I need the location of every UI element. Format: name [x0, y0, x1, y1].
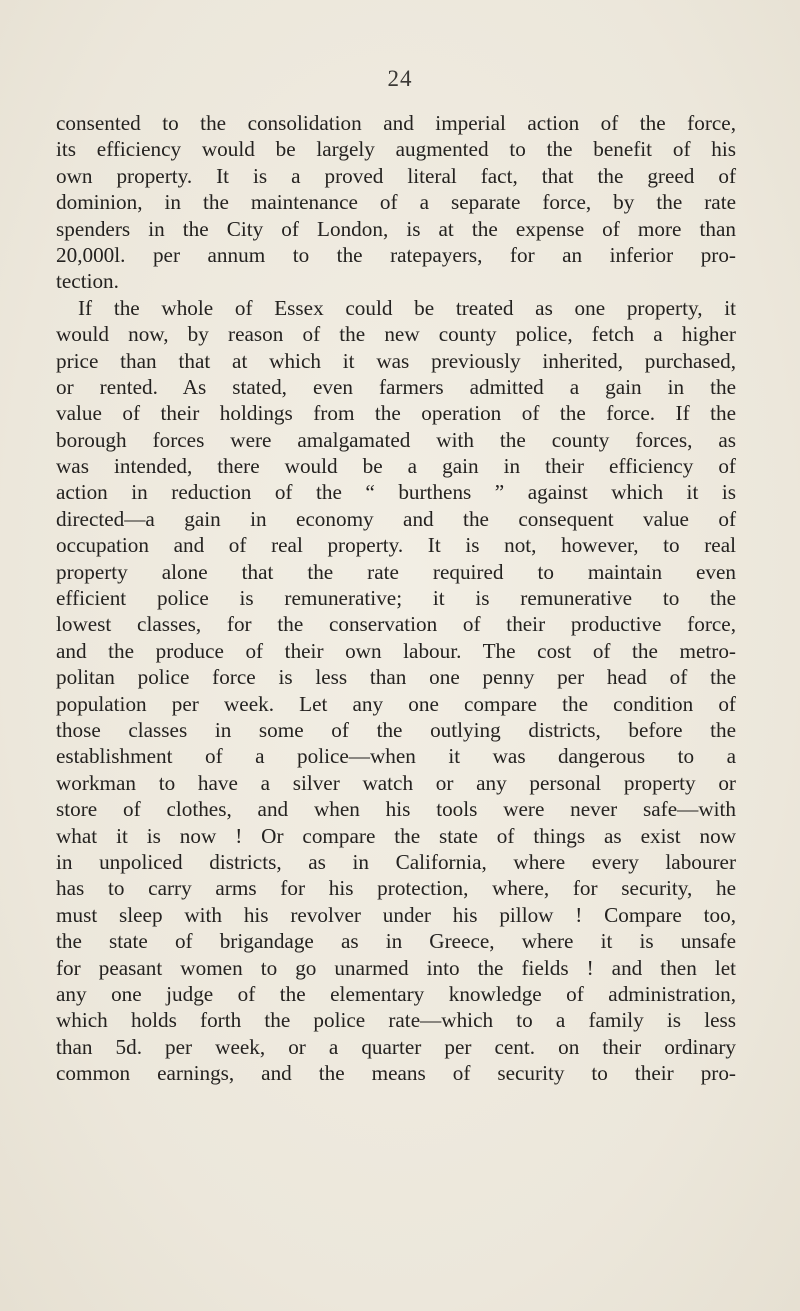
text-line: establishment of a police—when it was dangerous to a: [56, 744, 736, 769]
text-line: spenders in the City of London, is at the expense of more than: [56, 216, 736, 241]
text-line: any one judge of the elementary knowledge of administration,: [56, 981, 736, 1006]
text-line: lowest classes, for the conservation of their productive force,: [56, 612, 736, 637]
text-line: must sleep with his revolver under his pillow ! Compare too,: [56, 902, 736, 927]
text-line: those classes in some of the outlying districts, before the: [56, 717, 736, 742]
text-line: for peasant women to go unarmed into the fields ! and then let: [56, 955, 736, 980]
text-line: dominion, in the maintenance of a separate force, by the rate: [56, 190, 736, 215]
text-line: than 5d. per week, or a quarter per cent. on their ordinary: [56, 1034, 736, 1059]
text-line: consented to the consolidation and imperial action of the force,: [56, 111, 736, 135]
text-line: own property. It is a proved literal fact, that the greed of: [56, 163, 736, 188]
page-number: 24: [387, 66, 413, 91]
text-line: value of their holdings from the operation of the force. If the: [56, 401, 736, 426]
text-line: would now, by reason of the new county police, fetch a higher: [56, 322, 736, 347]
text-line: and the produce of their own labour. The cost of the metro-: [56, 638, 736, 663]
text-line: If the whole of Essex could be treated as one property, it: [78, 295, 736, 320]
text-line: population per week. Let any one compare the condition of: [56, 691, 736, 716]
text-line: borough forces were amalgamated with the county forces, as: [56, 427, 736, 452]
text-line: in unpoliced districts, as in California, where every labourer: [56, 849, 736, 874]
body-text: [56, 110, 736, 1086]
text-line: action in reduction of the “ burthens ” against which it is: [56, 480, 736, 505]
text-line: tection.: [56, 269, 119, 294]
text-line: or rented. As stated, even farmers admitted a gain in the: [56, 374, 736, 399]
text-line: its efficiency would be largely augmented to the benefit of his: [56, 137, 736, 162]
text-line: price than that at which it was previously inherited, purchased,: [56, 348, 736, 373]
text-line: politan police force is less than one penny per head of the: [56, 665, 736, 690]
text-line: store of clothes, and when his tools were never safe—with: [56, 797, 736, 822]
text-line: efficient police is remunerative; it is remunerative to the: [56, 586, 736, 611]
text-line: 20,000l. per annum to the ratepayers, for an inferior pro-: [56, 242, 736, 267]
text-line: common earnings, and the means of security to their pro-: [56, 1061, 736, 1086]
text-line: workman to have a silver watch or any personal property or: [56, 770, 736, 795]
text-line: has to carry arms for his protection, where, for security, he: [56, 876, 736, 901]
text-line: occupation and of real property. It is not, however, to real: [56, 533, 736, 558]
text-line: what it is now ! Or compare the state of things as exist now: [56, 823, 736, 848]
text-line: was intended, there would be a gain in their efficiency of: [56, 454, 736, 479]
text-line: property alone that the rate required to maintain even: [56, 559, 736, 584]
text-line: which holds forth the police rate—which to a family is less: [56, 1008, 736, 1033]
text-line: directed—a gain in economy and the consequent value of: [56, 506, 736, 531]
text-line: the state of brigandage as in Greece, where it is unsafe: [56, 929, 736, 954]
